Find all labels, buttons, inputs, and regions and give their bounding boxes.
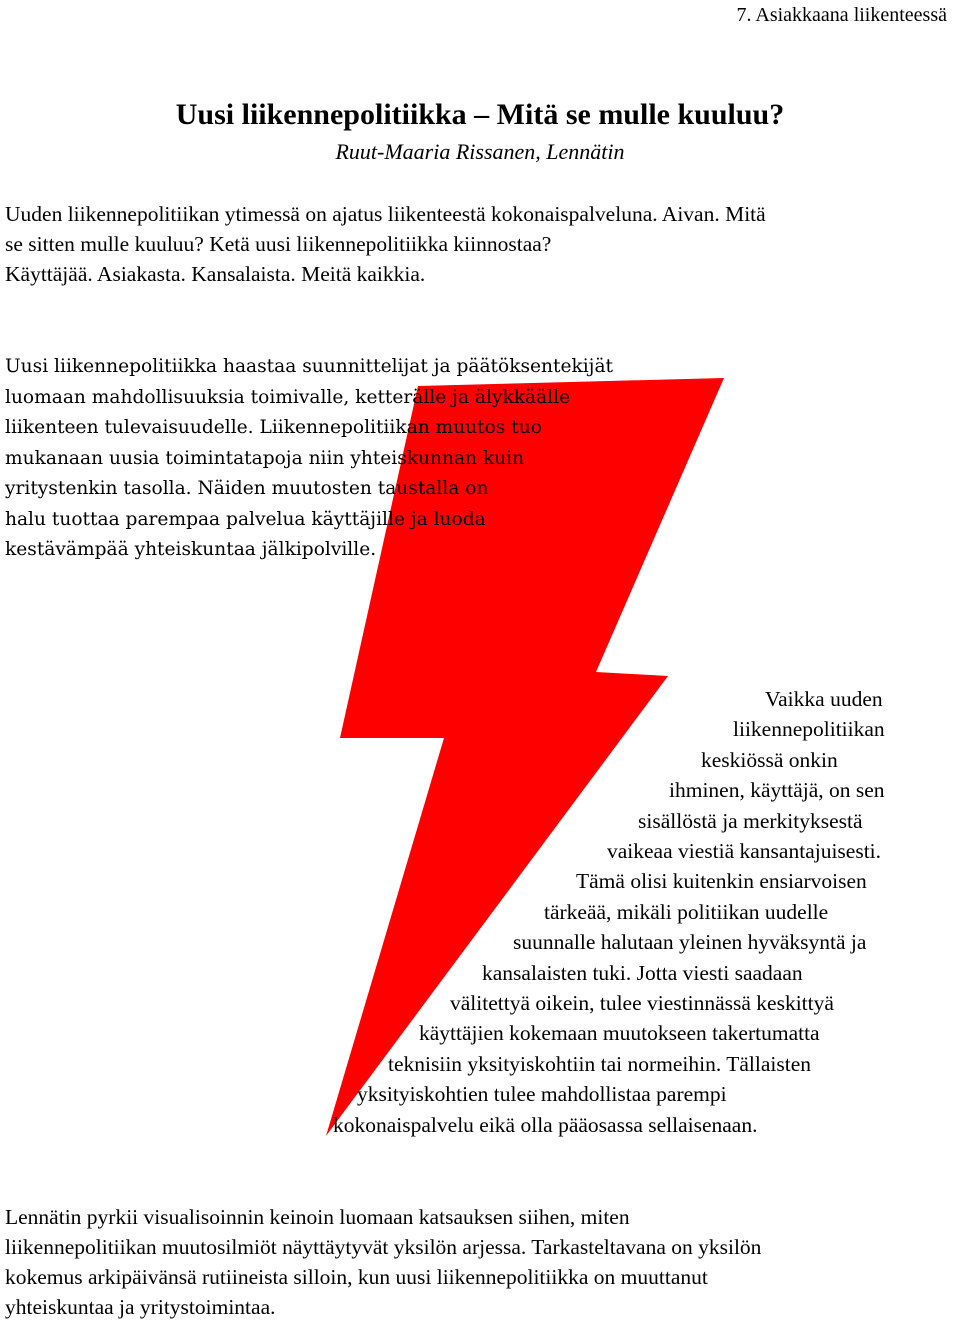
article-author: Ruut-Maaria Rissanen, Lennätin bbox=[335, 139, 625, 164]
quote-line: tärkeää, mikäli politiikan uudelle bbox=[544, 900, 829, 924]
quote-line: sisällöstä ja merkityksestä bbox=[638, 809, 863, 833]
quote-line: yksityiskohtien tulee mahdollistaa parempi bbox=[357, 1082, 727, 1106]
body-line: Uusi liikennepolitiikka haastaa suunnittelijat ja päätöksentekijät bbox=[5, 356, 614, 377]
quote-line: keskiössä onkin bbox=[701, 748, 838, 772]
outro-line: yhteiskuntaa ja yritystoimintaa. bbox=[5, 1295, 276, 1319]
body-line: liikenteen tulevaisuudelle. Liikennepolitiikan muutos tuo bbox=[5, 417, 542, 438]
quote-line: ihminen, käyttäjä, on sen bbox=[669, 778, 885, 802]
body-line: yritystenkin tasolla. Näiden muutosten taustalla on bbox=[5, 478, 489, 499]
quote-line: käyttäjien kokemaan muutokseen takertumatta bbox=[419, 1021, 820, 1045]
quote-line: liikennepolitiikan bbox=[733, 717, 885, 741]
quote-line: kokonaispalvelu eikä olla pääosassa sellaisenaan. bbox=[333, 1113, 758, 1137]
intro-line: Uuden liikennepolitiikan ytimessä on ajatus liikenteestä kokonaispalveluna. Aivan. Mitä bbox=[5, 202, 766, 226]
quote-line: kansalaisten tuki. Jotta viesti saadaan bbox=[482, 961, 803, 985]
intro-line: Käyttäjää. Asiakasta. Kansalaista. Meitä kaikkia. bbox=[5, 262, 426, 286]
quote-line: Vaikka uuden bbox=[765, 687, 883, 711]
outro-line: liikennepolitiikan muutosilmiöt näyttäytyvät yksilön arjessa. Tarkasteltavana on yksilön bbox=[5, 1235, 762, 1259]
body-line: kestävämpää yhteiskuntaa jälkipolville. bbox=[5, 539, 377, 560]
intro-line: se sitten mulle kuuluu? Ketä uusi liikennepolitiikka kiinnostaa? bbox=[5, 232, 552, 256]
outro-line: kokemus arkipäivänsä rutiineista silloin, kun uusi liikennepolitiikka on muuttanut bbox=[5, 1265, 708, 1289]
quote-line: suunnalle halutaan yleinen hyväksyntä ja bbox=[513, 930, 867, 954]
body-line: luomaan mahdollisuuksia toimivalle, ketterälle ja älykkäälle bbox=[5, 386, 571, 408]
quote-line: vaikeaa viestiä kansantajuisesti. bbox=[607, 839, 882, 863]
outro-line: Lennätin pyrkii visualisoinnin keinoin luomaan katsauksen siihen, miten bbox=[5, 1205, 630, 1229]
quote-line: teknisiin yksityiskohtiin tai normeihin. Tällaisten bbox=[388, 1052, 811, 1076]
article-title: Uusi liikennepolitiikka – Mitä se mulle kuuluu? bbox=[175, 98, 785, 131]
quote-line: Tämä olisi kuitenkin ensiarvoisen bbox=[576, 869, 867, 893]
body-line: halu tuottaa parempaa palvelua käyttäjille ja luoda bbox=[5, 508, 486, 530]
quote-line: välitettyä oikein, tulee viestinnässä keskittyä bbox=[450, 991, 834, 1015]
page-header-chapter: 7. Asiakkaana liikenteessä bbox=[736, 4, 947, 26]
outro-paragraph bbox=[5, 1202, 955, 1322]
body-line: mukanaan uusia toimintatapoja niin yhteiskunnan kuin bbox=[5, 447, 525, 469]
